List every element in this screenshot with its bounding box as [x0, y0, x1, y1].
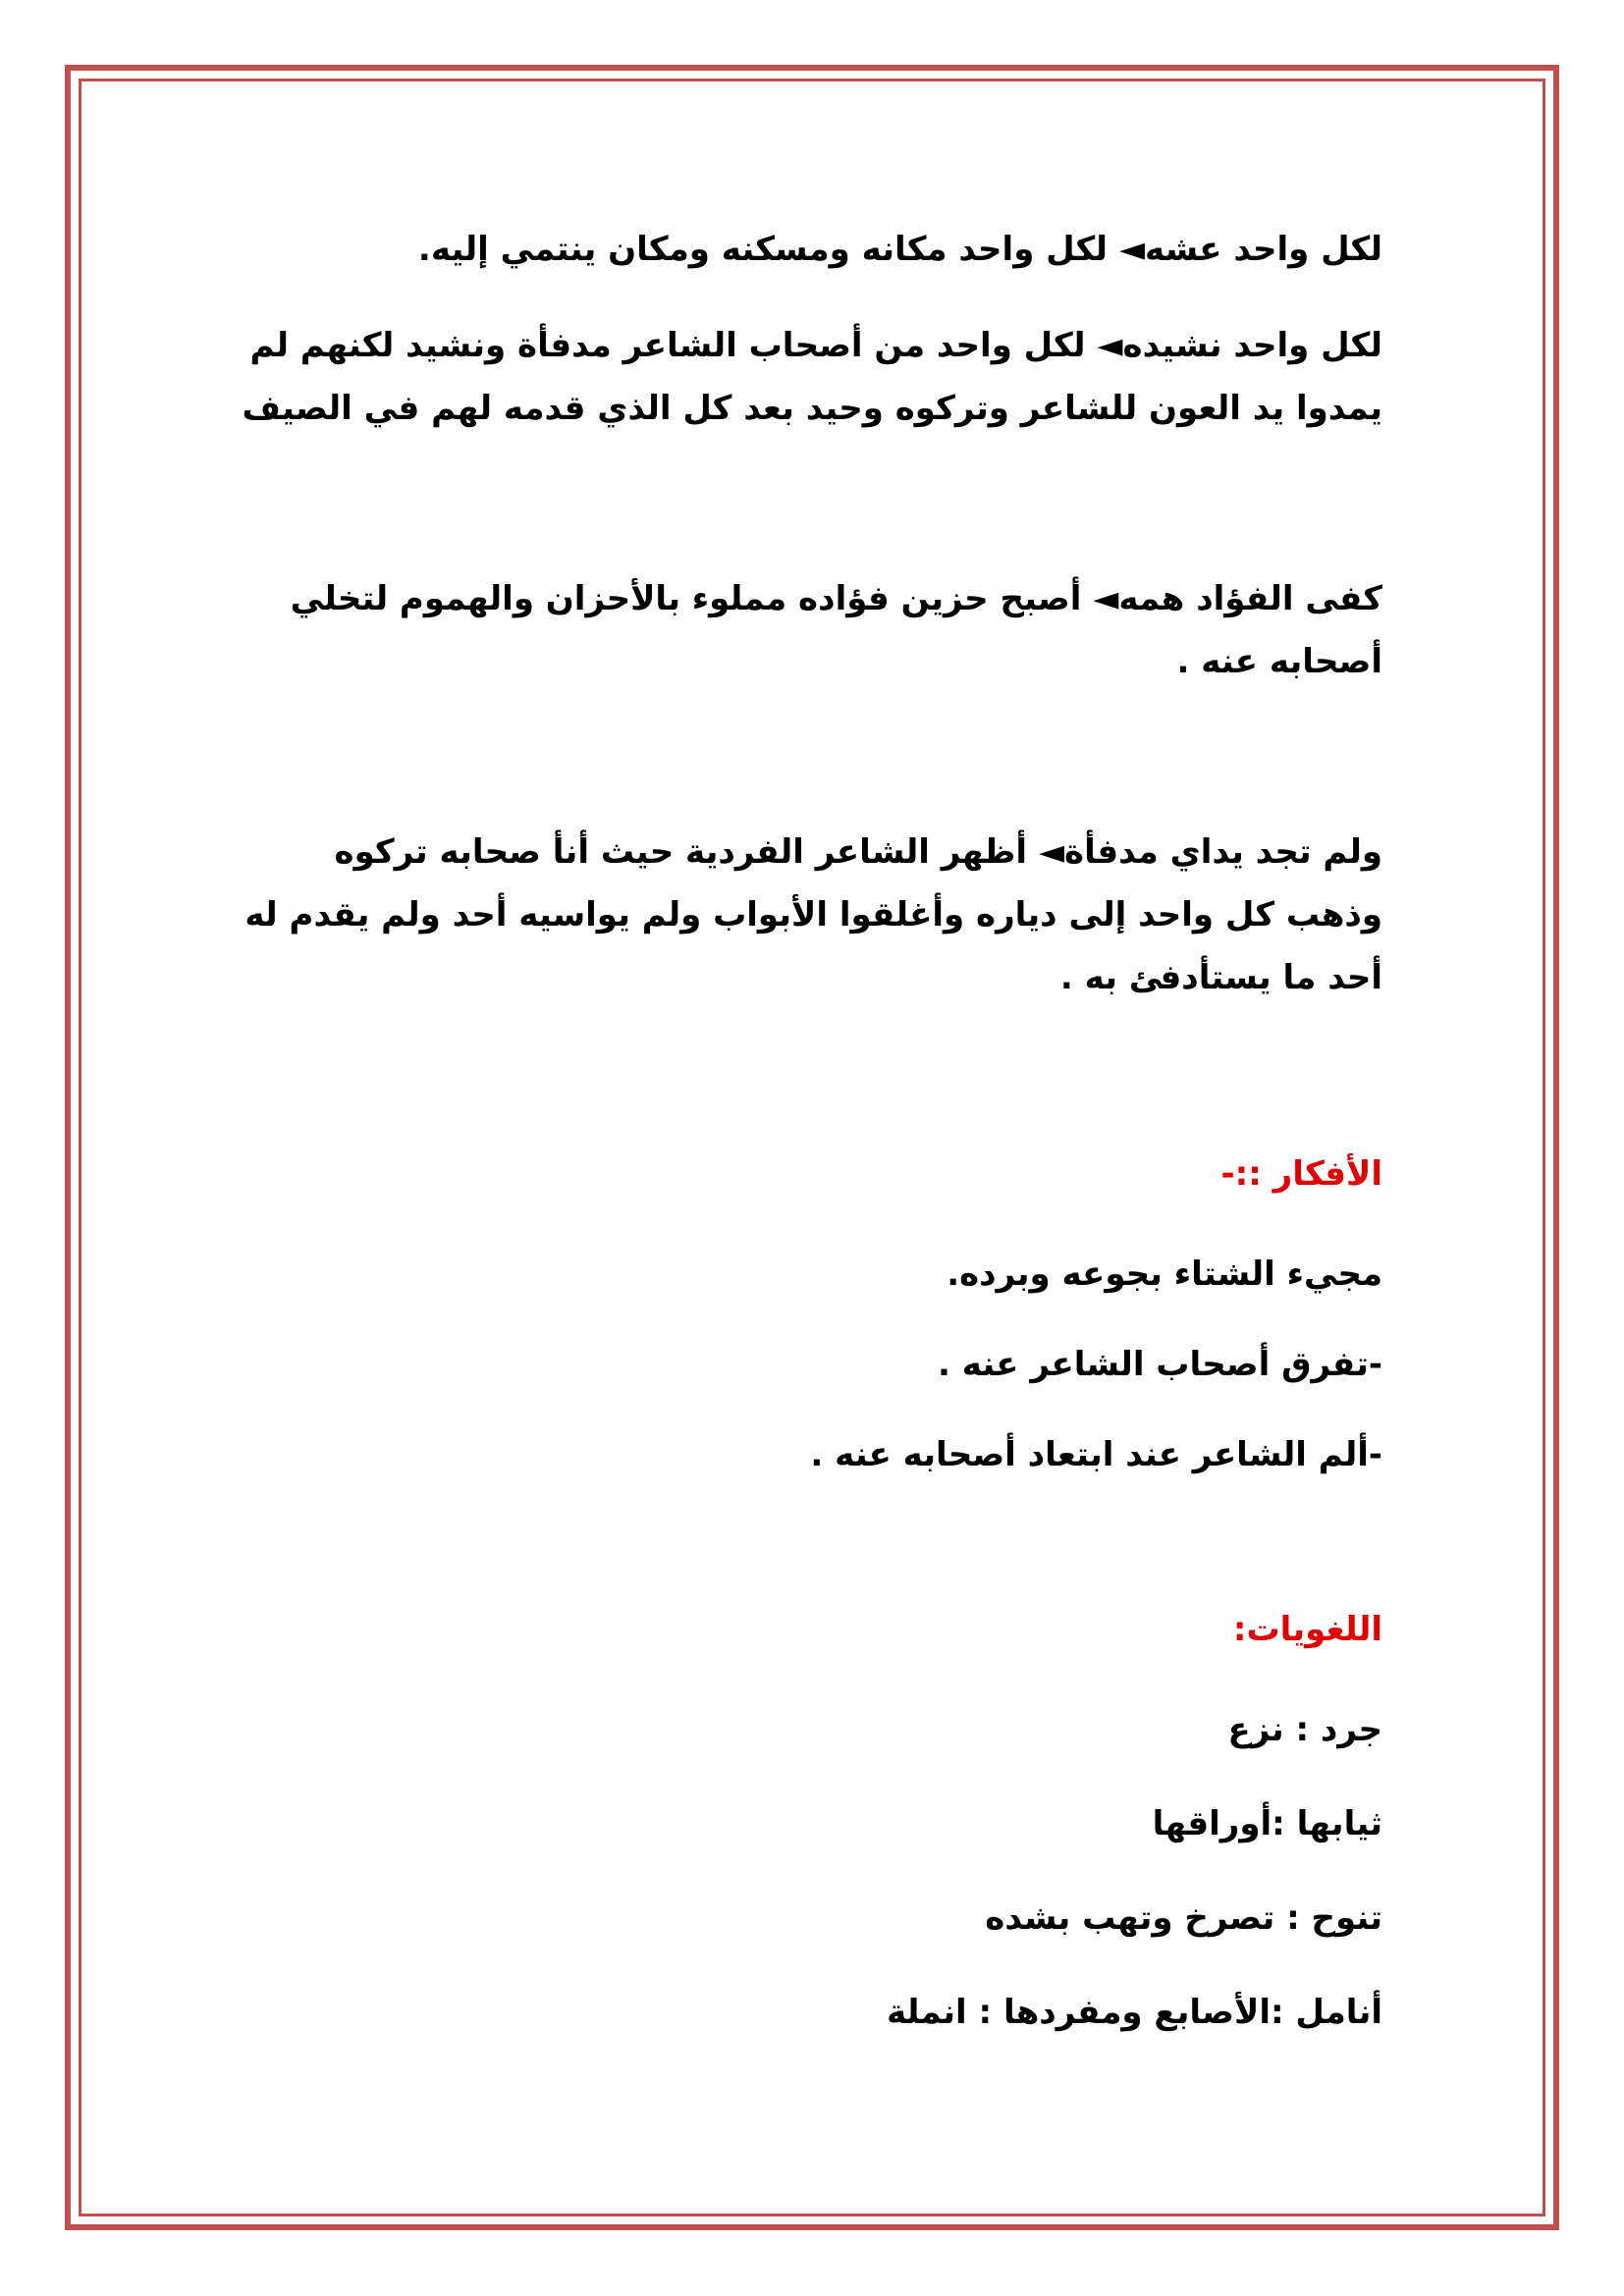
idea-item: -ألم الشاعر عند ابتعاد أصحابه عنه . — [810, 1435, 1382, 1474]
vocabulary-item: تنوح : تصرخ وتهب بشده — [985, 1898, 1382, 1938]
paragraph-line: أصحابه عنه . — [1176, 642, 1382, 681]
paragraph-line: ولم تجد يداي مدفأة◄ أظهر الشاعر الفردية حيث أنأ صحابه تركوه — [334, 832, 1382, 872]
ideas-heading: الأفكار ::- — [1220, 1154, 1382, 1194]
vocabulary-item: جرد : نزع — [1227, 1710, 1382, 1749]
vocabulary-item: أنامل :الأصابع ومفردها : انملة — [886, 1993, 1382, 2032]
paragraph-line: لكل واحد نشيده◄ لكل واحد من أصحاب الشاعر مدفأة ونشيد لكنهم لم — [249, 326, 1382, 365]
explanation-paragraph — [244, 821, 1382, 1009]
paragraph-line: وذهب كل واحد إلى دياره وأغلقوا الأبواب ولم يواسيه أحد ولم يقدم له — [244, 895, 1382, 934]
idea-item: -تفرق أصحاب الشاعر عنه . — [938, 1345, 1382, 1384]
document-body — [242, 0, 1382, 2296]
explanation-paragraph — [401, 218, 1382, 281]
vocabulary-list — [401, 1682, 1382, 2059]
ideas-list — [401, 1229, 1382, 1500]
idea-item: مجيء الشتاء بجوعه وبرده. — [947, 1255, 1382, 1294]
paragraph-line: لكل واحد عشه◄ لكل واحد مكانه ومسكنه ومكان ينتمي إليه. — [417, 230, 1382, 269]
vocabulary-item: ثيابها :أوراقها — [1152, 1804, 1382, 1843]
paragraph-line: أحد ما يستأدفئ به . — [1059, 958, 1382, 997]
explanation-paragraph — [242, 314, 1382, 440]
paragraph-line: كفى الفؤاد همه◄ أصبح حزين فؤاده مملوء بالأحزان والهموم لتخلي — [290, 579, 1382, 618]
paragraph-line: يمدوا يد العون للشاعر وتركوه وحيد بعد كل الذي قدمه لهم في الصيف — [242, 389, 1382, 428]
explanation-paragraph — [290, 567, 1382, 693]
vocabulary-heading: اللغويات: — [1232, 1610, 1382, 1649]
